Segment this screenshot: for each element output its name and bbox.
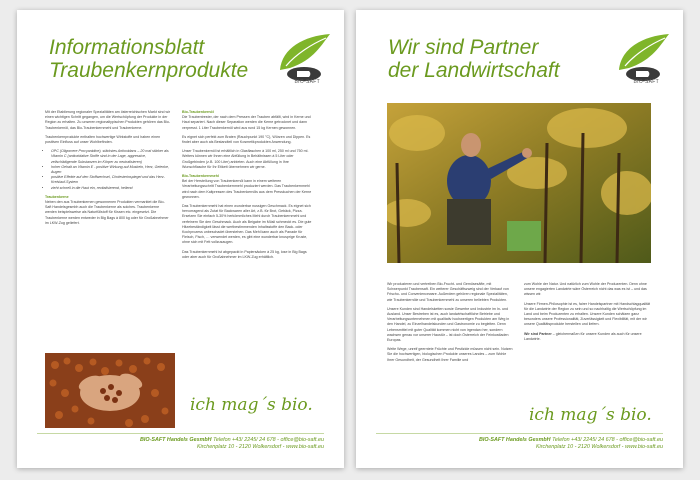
page-title — [49, 36, 279, 82]
list-item: • hoher Gehalt an Vitamin E - positive Wirkung auf Muskeln, Herz, Gelenke, Augen — [51, 165, 171, 175]
grape-seeds-in-hands-photo — [45, 353, 175, 428]
footer — [376, 437, 663, 451]
regional-paragraph: Weite Wege, unreif geerntete Früchte und Pestizide müssen nicht sein. Nutzen Sie die hochwertigen, biologischen Produkte unseres Landes – zum Wohle Ihrer Gesundheit, der Gesundheit Ihrer Familie und — [387, 347, 513, 362]
customers-paragraph: Unsere Kunden sind Handelsketten sowie Gewerbe und Industrie im In- und Ausland. Unser Bestreben ist es, auch landwirtschaftliche Betriebe und Verarbeitungsunternehmen mit qualitativ hochwertigen Produkten am Weg in den Handel, zu Einzelhandelskunden und Gastronomie zu begleiten. Denn Lebensmittel mit guter Qualität kommen nicht von irgendwo her, sondern wachsen genau vor unserer Haustür – ist doch Österreich der Feinkostladen Europas. — [387, 306, 510, 343]
benefits-list — [45, 149, 171, 191]
oel-paragraph-1: Die Traubentrester, der nach dem Pressen der Trauben abfällt, wird in Kerne und Haut separiert. Nach dieser Separation werden die Kerne getrocknet und dann verpresst. 1 Liter Traubenkernöl wird aus rund 15 kg Kernen gewonnen. — [182, 115, 311, 130]
mehl-paragraph-3: Das Traubenkernmehl ist abgepackt in Papiersäcken à 25 kg, lose in Big Bags oder aber auch für Großabnehmer im LKW-Zug erhältlich. — [182, 249, 307, 259]
info-sheet-traubenkernprodukte — [17, 10, 344, 468]
logo-wordmark: BIO-SAFT — [294, 79, 320, 85]
footer — [37, 437, 324, 451]
farmer-in-vineyard-photo — [387, 103, 651, 263]
oel-paragraph-2: Es eignet sich perfekt zum Braten (Rauchpunkt 190 °C), Würzen und Dippen. Es findet aber auch als Bestandteil von Kosmetikprodukten Anwendung. — [182, 134, 311, 145]
mehl-paragraph-1: Bei der Herstellung von Traubenkernöl kann in einem weiteren Verarbeitungsschritt Traubenkernmehl produziert werden. Das Traubenkernmehl wird nach dem Kaltpressen des Traubenkernöls aus dem Presskuchen der Kerne gewonnen. — [182, 179, 312, 199]
footer-address: Kirchenplatz 10 - 2120 Wolkersdorf - www.bio-saft.eu — [196, 444, 324, 450]
oel-paragraph-3: Unser Traubenkernöl ist erhältlich in Glasflaschen à 100 ml, 250 ml und 750 ml. Weiters können wir Ihnen eine Abfüllung in Behältnissen à 5 Liter oder Großgebinden (z.B. 100 Liter) anbieten. Auch eine Abfüllung in Ihre Wunschflasche für Ihr Etikett übernehmen wir gerne. — [182, 149, 309, 169]
slogan: ich mag´s bio. — [190, 395, 313, 415]
logo-wordmark: BIO-SAFT — [633, 79, 659, 85]
footer-company: BIO-SAFT Handels GesmbH — [139, 437, 212, 443]
nature-paragraph: zum Wohle der Natur. Und natürlich zum Wohle der Produzenten. Denn ohne unsere engagierten Landwirte wäre Österreich nicht das was es ist – und das wissen wir. — [524, 282, 647, 297]
title-line-2: der Landwirtschaft — [388, 59, 560, 82]
footer-address: Kirchenplatz 10 - 2120 Wolkersdorf - www.bio-saft.eu — [535, 444, 663, 450]
section-heading-mehl: Bio-Traubenkernmehl — [182, 174, 219, 179]
footer-divider — [376, 433, 663, 434]
right-column-1 — [387, 282, 513, 367]
section-heading-traubenkerne: Traubenkerne — [45, 194, 69, 199]
list-item: • OPC (Oligomere Procyanidine), stärkstes Antioxidans – 20 mal stärker als Vitamin C (antioxidative Stoffe sind in der Lage, aggressive, zellschädigende Substanzen im Körper zu neutralisieren) — [51, 149, 171, 165]
partner-text: – gleichermaßen für unsere Kunden als auch für unsere Landwirte. — [524, 331, 642, 341]
list-item: • positive Effekte auf den Stoffwechsel, Cholesterinspiegel und das Herz-Kreislauf-System — [51, 175, 171, 185]
philosophy-paragraph: Unsere Firmen-Philosophie ist es, fairer Handelspartner mit Handschlagqualität für die Landwirte der Region zu sein und so nachhaltig die Wertschöpfung im Land und beim Produzenten zu erhalten. Unsere Kunden schätzen ganz besonders unsere Professionalität, Zuverlässigkeit und Flexibilität, mit der wir unsere Qualitätsprodukte herstellen und liefern. — [524, 301, 651, 327]
title-line-2: Traubenkernprodukte — [49, 59, 249, 82]
title-line-1: Informationsblatt — [49, 36, 205, 59]
intro-paragraph: Mit der Etablierung regionaler Spezialitäten am österreichischen Markt sind wir einen wichtigen Schritt gegangen, um die Wertschöpfung der Produkte in der Region zu erhalten. Zu unseren regionaltypischen Produkten gehören das Bio-Traubenkernöl, das Bio-Traubenkernmehl und Traubenkerne. — [45, 110, 171, 130]
mehl-paragraph-2: Das Traubenkernmehl hat einen wunderbar nussigen Geschmack. Es eignet sich hervorragend als Zutat für Backwaren aller Art, z.B. für Brot, Gebäck, Pizza. Ersetzen Sie einfach 5-30% herkömmliches Mehl durch Traubenkernmehl und verfeinern Sie den Geschmack. Auch als Beigabe im Müsli schmeckt es. Die gute Hitzebeständigkeit lässt die wertbestimmenden Inhaltsstoffe den Back- oder Kochprozess unbeschadet überstehen. Das Mehl kann auch als Panade für Fleisch, Fisch, … verwendet werden, es gibt eine wunderbar knusprige Kruste, ohne sich mit Fett vollzusaugen. — [182, 204, 312, 245]
slogan: ich mag´s bio. — [529, 405, 652, 425]
right-column-2 — [524, 282, 651, 346]
info-sheet-partner-landwirtschaft — [356, 10, 683, 468]
intro-paragraph-2: Traubenkernprodukte enthalten hochwertige Wirkstoffe und haben einen positiven Einfluss auf unser Wohlbefinden. — [45, 134, 161, 145]
traubenkerne-paragraph: Neben den aus Traubenkernen gewonnenen Produkten vermarktet die Bio-Saft Handelsgesmbh auch die Traubenkerne als solches. Traubenkerne werden beispielsweise als Naturfüllstoff für Kissen etc. eingesetzt. Die Traubenkerne werden entweder in Big Bags à 800 kg oder für Großabnehmer im LKW-Zug geliefert. — [45, 200, 169, 225]
left-column-1 — [45, 110, 171, 230]
partner-emphasis: Wir sind Partner — [524, 331, 552, 336]
title-line-1: Wir sind Partner — [388, 36, 539, 59]
footer-company: BIO-SAFT Handels GesmbH — [478, 437, 551, 443]
page-title — [388, 36, 618, 82]
section-heading-oel: Bio-Traubenkernöl — [182, 110, 214, 114]
footer-contact: Telefon +43/ 2245/ 24 678 - office@bio-saft.eu — [213, 437, 324, 443]
company-paragraph: Wir produzieren und vertreiben Bio-Frucht- und Gemüsesäfte, mit Schwerpunkt Traubensaft. Ein weiterer Geschäftszweig sind der Verkauf von Frischo- und Convenienceware. Außerdem gehören regionale Spezialitäten, wie Traubenkernöle und Traubenkernmehl zu unseren beliebten Produkten. — [387, 282, 509, 302]
footer-divider — [37, 433, 324, 434]
partner-paragraph — [524, 332, 651, 342]
footer-contact: Telefon +43/ 2245/ 24 678 - office@bio-saft.eu — [552, 437, 663, 443]
list-item: • zieht schnell in die Haut ein, revitalisierend, heilend — [51, 186, 171, 191]
left-column-2 — [182, 110, 314, 264]
